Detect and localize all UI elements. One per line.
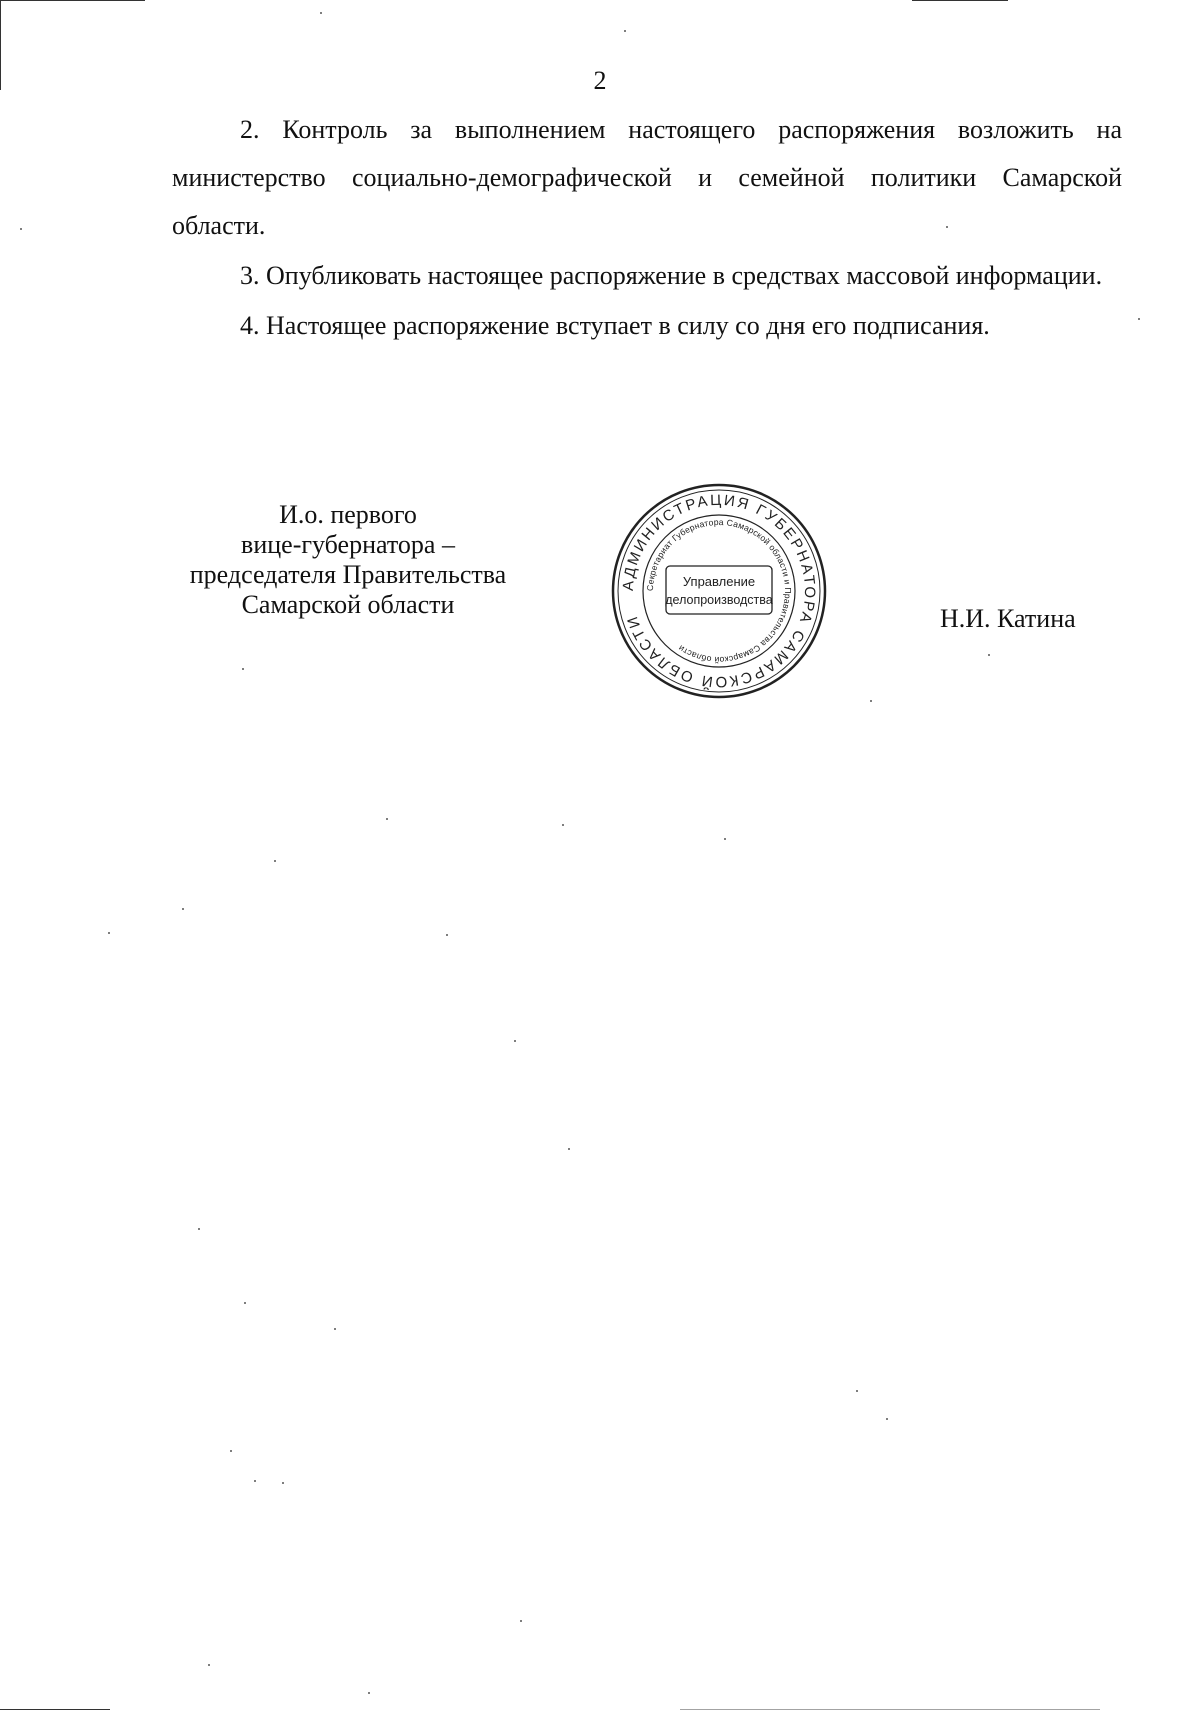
- scan-edge-bottom-left: [0, 1709, 110, 1710]
- scan-speck: [988, 654, 990, 656]
- scan-speck: [514, 1040, 516, 1042]
- scan-speck: [856, 1390, 858, 1392]
- seal-inner-text: Секретариат Губернатора Самарской области и Правительства Самарской области: [644, 516, 794, 666]
- scan-speck: [230, 1450, 232, 1452]
- scan-speck: [946, 226, 948, 228]
- paragraph-item-3: 3. Опубликовать настоящее распоряжение в средствах массовой информации.: [240, 261, 1103, 290]
- scan-speck: [520, 1620, 522, 1622]
- scan-speck: [242, 668, 244, 670]
- seal-center-line-1: Управление: [682, 574, 756, 589]
- scan-speck: [870, 700, 872, 702]
- scan-edge-bottom-right: [680, 1709, 1100, 1710]
- scan-speck: [320, 12, 322, 14]
- scan-speck: [562, 824, 564, 826]
- paragraph-item-2: 2. Контроль за выполнением настоящего распоряжения возложить на министерство социально-демографической и семейной политики Самарской области.: [172, 115, 1122, 240]
- paragraph-item-4: 4. Настоящее распоряжение вступает в силу со дня его подписания.: [240, 311, 990, 340]
- scan-speck: [446, 934, 448, 936]
- scan-speck: [274, 860, 276, 862]
- scan-speck: [886, 1418, 888, 1420]
- scan-edge-top-left: [0, 0, 145, 1]
- scan-speck: [334, 1328, 336, 1330]
- signature-position-line: вице-губернатора –: [241, 530, 455, 559]
- signer-name: Н.И. Катина: [940, 604, 1076, 633]
- scan-speck: [568, 1148, 570, 1150]
- signature-position-line: председателя Правительства: [189, 560, 507, 589]
- scan-speck: [1138, 318, 1140, 320]
- scan-speck: [244, 1302, 246, 1304]
- seal-outer-text: АДМИНИСТРАЦИЯ ГУБЕРНАТОРА САМАРСКОЙ ОБЛАСТИ: [619, 491, 819, 691]
- scan-speck: [282, 1482, 284, 1484]
- scan-speck: [368, 1692, 370, 1694]
- page-number: 2: [593, 66, 607, 95]
- signature-position: [148, 500, 548, 620]
- scan-speck: [20, 228, 22, 230]
- scan-speck: [624, 30, 626, 32]
- official-seal: [608, 480, 830, 702]
- scan-speck: [254, 1480, 256, 1482]
- scan-edge-top-right: [912, 0, 1008, 1]
- signature-position-line: И.о. первого: [279, 500, 417, 529]
- signature-position-line: Самарской области: [241, 590, 455, 619]
- seal-center-line-2: делопроизводства: [665, 593, 773, 607]
- scan-speck: [198, 1228, 200, 1230]
- document-body: [172, 106, 1122, 352]
- scan-speck: [386, 818, 388, 820]
- scan-speck: [208, 1664, 210, 1666]
- scan-speck: [108, 932, 110, 934]
- scan-speck: [182, 908, 184, 910]
- scan-speck: [724, 838, 726, 840]
